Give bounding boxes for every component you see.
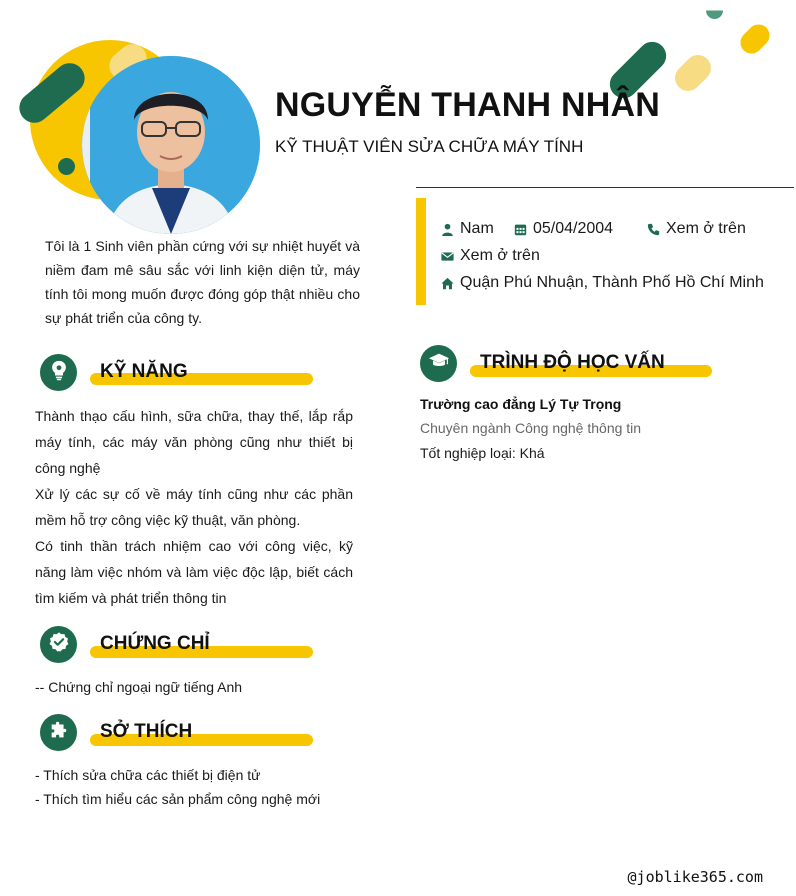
contact-birthdate [513, 220, 613, 238]
education-icon-badge [420, 345, 457, 382]
skill-item: Có tinh thần trách nhiệm cao với công việc, kỹ năng làm việc nhóm và làm việc độc lập, biết cách tìm kiếm và phát triển thông tin [35, 538, 353, 606]
education-school: Trường cao đẳng Lý Tự Trọng [420, 396, 622, 412]
phone-value: Xem ở trên [666, 220, 746, 237]
lightbulb-icon [48, 359, 70, 386]
birthdate-value: 05/04/2004 [533, 220, 614, 237]
header-divider [416, 187, 794, 188]
skill-item: Thành thạo cấu hình, sữa chữa, thay thế, lắp rắp máy tính, các máy văn phòng cũng như thiết bị công nghệ [35, 408, 353, 476]
contact-phone [646, 220, 746, 238]
badge-check-icon [48, 631, 70, 658]
certificates-title: CHỨNG CHỈ [100, 633, 210, 654]
puzzle-icon [48, 719, 70, 746]
home-icon [440, 276, 454, 290]
calendar-icon [513, 222, 527, 236]
decor-yellow-pill-right [736, 20, 774, 58]
intro-text: Tôi là 1 Sinh viên phần cứng với sự nhiệt huyết và niềm đam mê sâu sắc với linh kiện diện tử, máy tính tôi mong muốn được đóng góp thật nhiều cho sự phát triển của công ty. [45, 238, 360, 326]
hobby-item: - Thích tìm hiểu các sản phẩm công nghệ mới [35, 791, 321, 807]
phone-icon [646, 222, 660, 236]
contact-email [440, 247, 540, 265]
hobby-item: - Thích sửa chữa các thiết bị điện tử [35, 767, 261, 783]
education-major: Chuyên ngành Công nghệ thông tin [420, 420, 642, 436]
envelope-icon [440, 249, 454, 263]
skill-item: Xử lý các sự cố về máy tính cũng như các phần mềm hỗ trợ công việc kỹ thuật, văn phòng. [35, 486, 353, 528]
contact-address [440, 274, 764, 292]
email-value: Xem ở trên [460, 247, 540, 264]
graduation-cap-icon [428, 350, 450, 377]
hobbies-icon-badge [40, 714, 77, 751]
candidate-name: NGUYỄN THANH NHÂN [275, 86, 660, 124]
profile-photo [82, 56, 260, 234]
education-grade: Tốt nghiệp loại: Khá [420, 445, 545, 461]
job-title: KỸ THUẬT VIÊN SỬA CHỮA MÁY TÍNH [275, 137, 584, 156]
decor-green-dot-right [706, 2, 723, 19]
hobbies-title: SỞ THÍCH [100, 721, 193, 742]
skills-icon-badge [40, 354, 77, 391]
decor-light-yellow-pill-right [670, 50, 717, 97]
decor-green-dot-left [58, 158, 75, 175]
certificates-icon-badge [40, 626, 77, 663]
certificate-item: -- Chứng chỉ ngoại ngữ tiếng Anh [35, 679, 243, 695]
address-value: Quận Phú Nhuận, Thành Phố Hồ Chí Minh [460, 274, 764, 291]
contact-gender [440, 220, 494, 238]
education-title: TRÌNH ĐỘ HỌC VẤN [480, 352, 665, 373]
watermark-text: @joblike365.com [627, 868, 763, 886]
gender-value: Nam [460, 220, 494, 237]
user-icon [440, 222, 454, 236]
skills-title: KỸ NĂNG [100, 361, 188, 382]
contact-accent-bar [416, 198, 426, 305]
